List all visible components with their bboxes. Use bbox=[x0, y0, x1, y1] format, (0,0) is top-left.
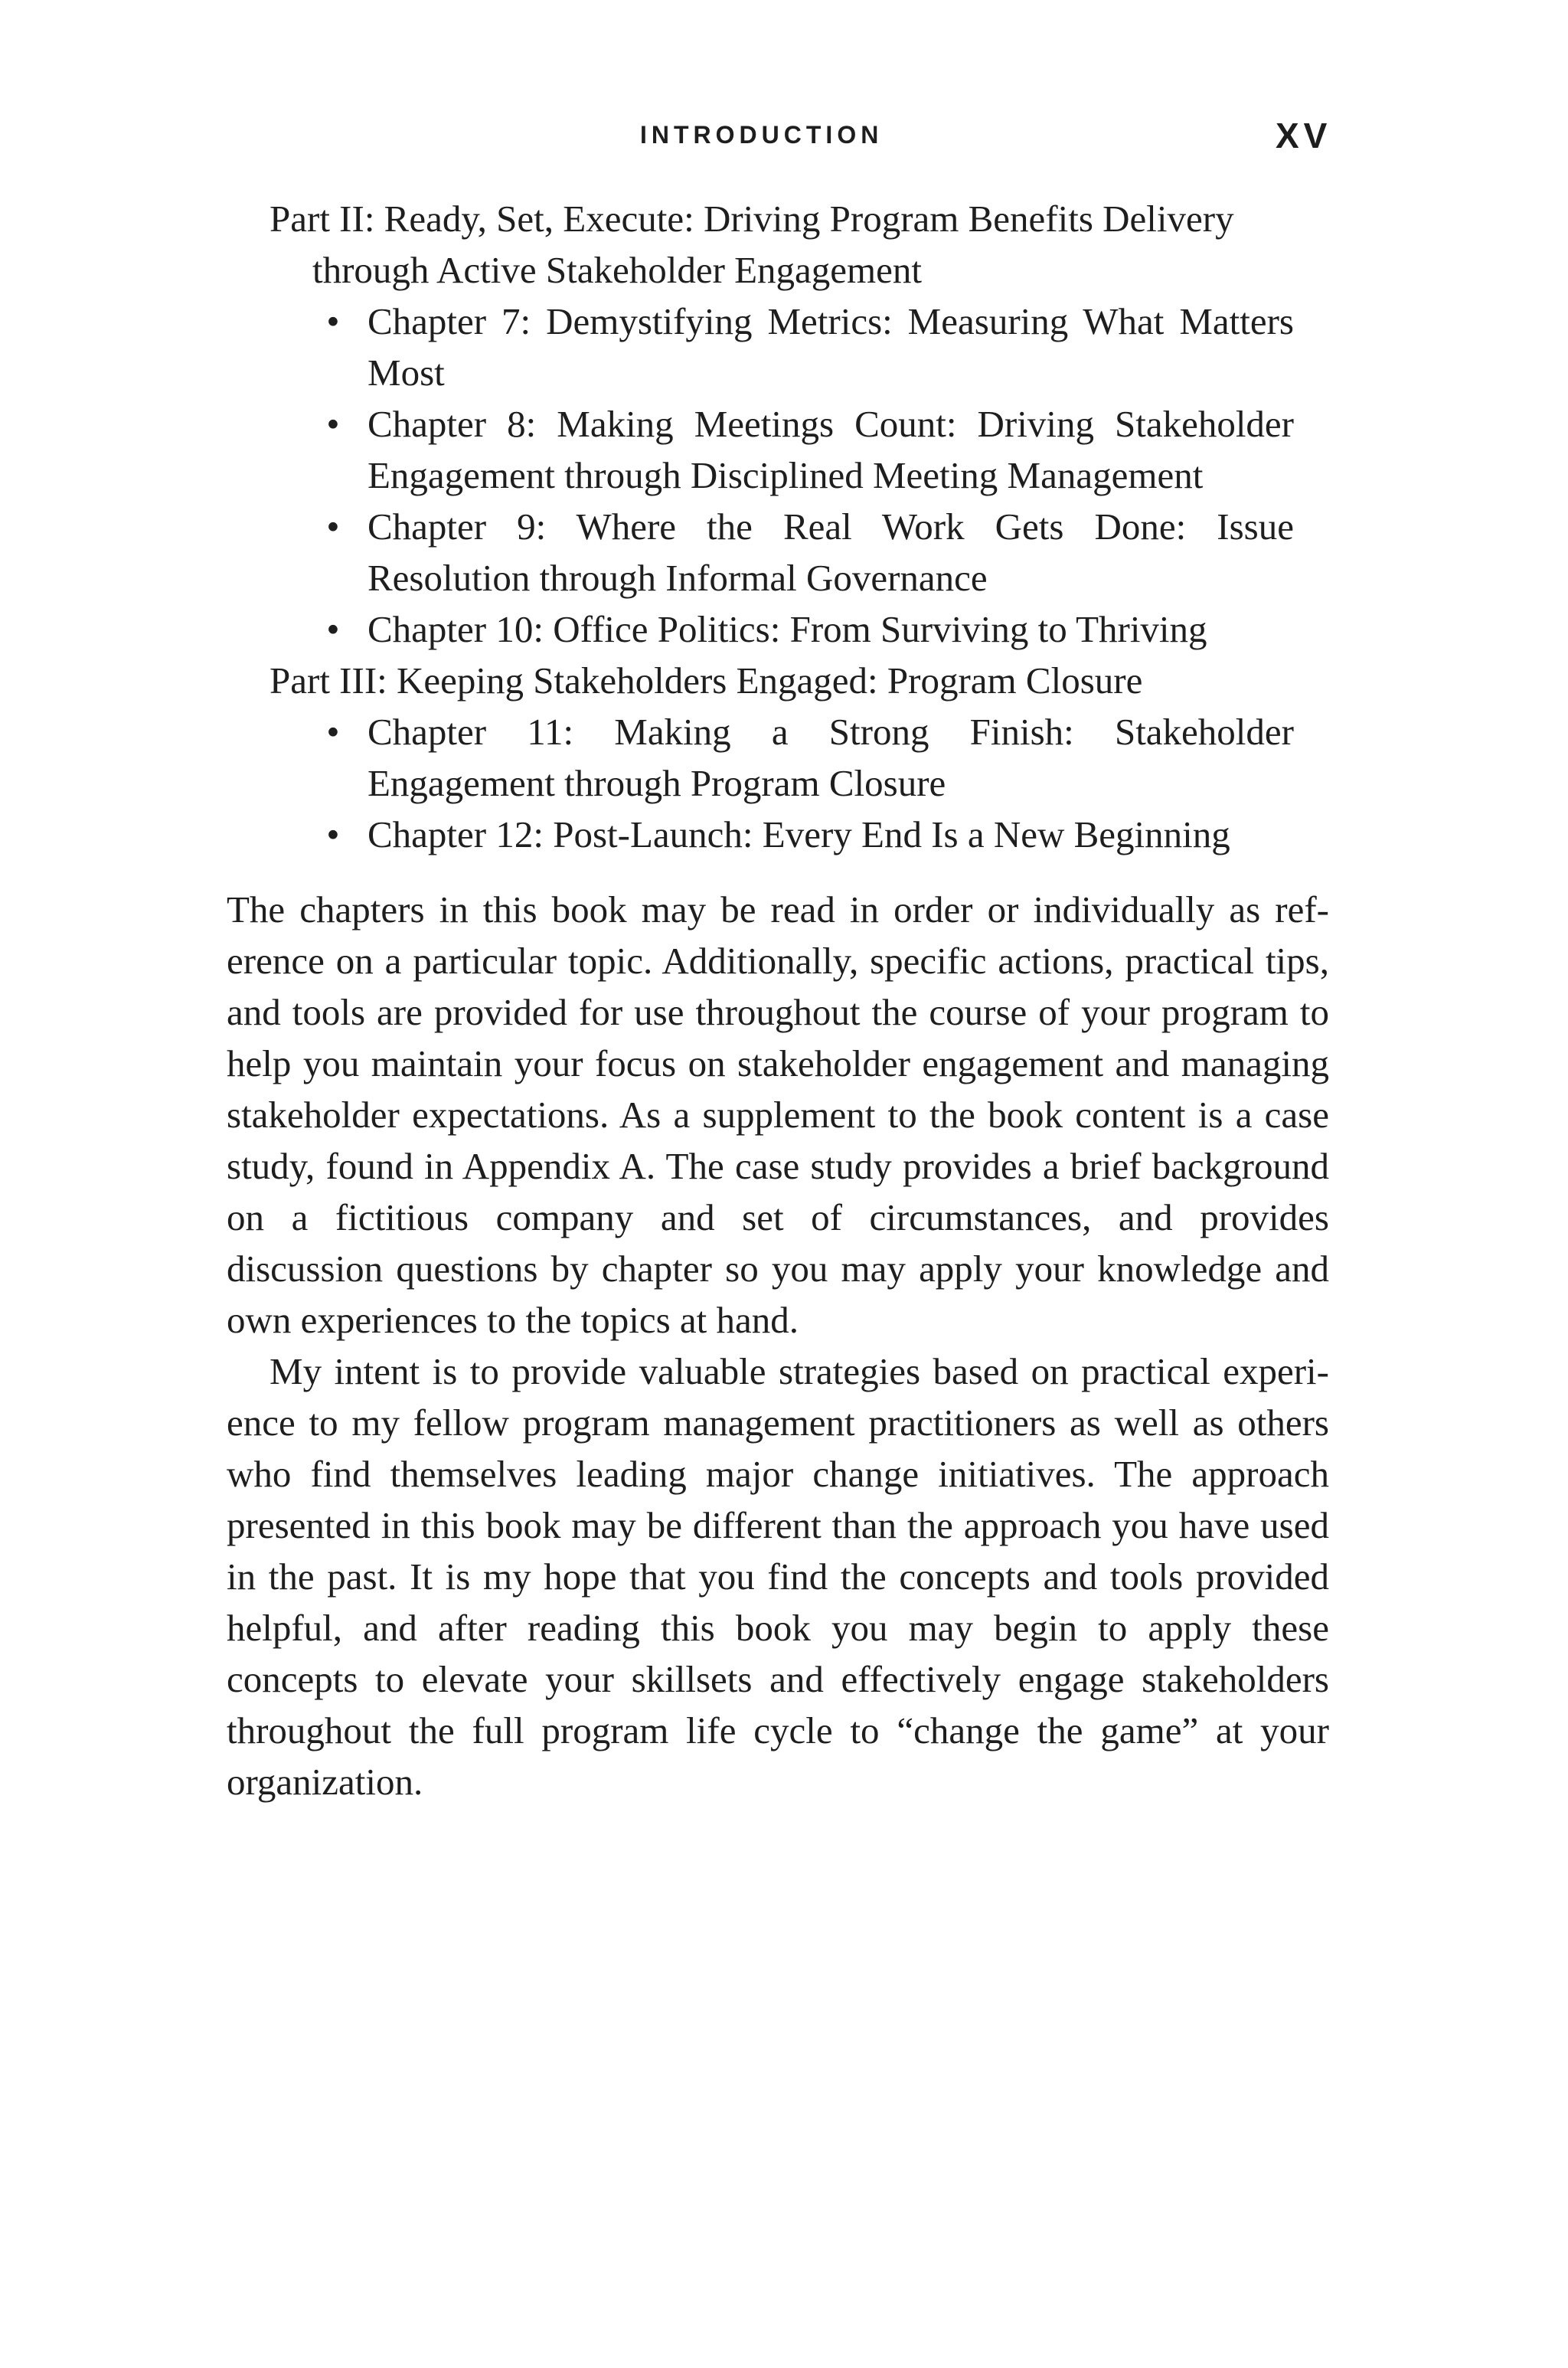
chapter-item bbox=[326, 706, 1294, 809]
chapter-title: Chapter 8: Making Meetings Count: Driving Stakeholder Engagement through Disciplined Meeting Management bbox=[368, 403, 1294, 496]
chapter-title: Chapter 7: Demystifying Metrics: Measuring What Matters Most bbox=[368, 300, 1294, 394]
bullet-icon: • bbox=[326, 711, 340, 753]
page-number: XV bbox=[1276, 116, 1332, 155]
chapter-item bbox=[326, 398, 1294, 501]
chapter-item bbox=[326, 603, 1294, 655]
bullet-icon: • bbox=[326, 813, 340, 855]
running-head bbox=[0, 115, 1568, 161]
chapter-title: Chapter 10: Office Politics: From Surviving to Thriving bbox=[368, 608, 1207, 650]
running-head-title: INTRODUCTION bbox=[640, 121, 884, 149]
chapter-list bbox=[270, 706, 1294, 860]
chapter-list bbox=[270, 296, 1294, 655]
chapter-title: Chapter 12: Post-Launch: Every End Is a New Beginning bbox=[368, 813, 1230, 855]
bullet-icon: • bbox=[326, 403, 340, 445]
body-text bbox=[227, 884, 1329, 1807]
chapter-item bbox=[326, 296, 1294, 398]
part-heading: Part II: Ready, Set, Execute: Driving Program Benefits Delivery through Active Stakeholder Engagement bbox=[270, 198, 1234, 291]
book-outline bbox=[270, 193, 1294, 860]
bullet-icon: • bbox=[326, 300, 340, 342]
bullet-icon: • bbox=[326, 608, 340, 650]
paragraph: My intent is to provide valuable strategies based on practical experience to my fellow program management practitioners as well as others who find themselves leading major change initiatives. The approach presented in this book may be different than the approach you have used in the past. It is my hope that you find the concepts and tools provided helpful, and after reading this book you may begin to apply these concepts to elevate your skillsets and effectively engage stakeholders throughout the full program life cycle to “change the game” at your organization. bbox=[227, 1350, 1329, 1803]
part-heading: Part III: Keeping Stakeholders Engaged: Program Closure bbox=[270, 659, 1143, 702]
chapter-item bbox=[326, 501, 1294, 603]
chapter-title: Chapter 11: Making a Strong Finish: Stakeholder Engagement through Program Closure bbox=[368, 711, 1294, 804]
chapter-title: Chapter 9: Where the Real Work Gets Done: Issue Resolution through Informal Governance bbox=[368, 505, 1294, 599]
bullet-icon: • bbox=[326, 505, 340, 548]
paragraph: The chapters in this book may be read in order or individually as reference on a particular topic. Additionally, specific actions, practical tips, and tools are provided for use throughout the course of your program to help you maintain your focus on stakeholder engagement and managing stakeholder expectations. As a supplement to the book content is a case study, found in Appendix A. The case study provides a brief background on a fictitious company and set of circumstances, and provides discussion questions by chapter so you may apply your knowledge and own experiences to the topics at hand. bbox=[227, 888, 1329, 1341]
chapter-item bbox=[326, 809, 1294, 860]
